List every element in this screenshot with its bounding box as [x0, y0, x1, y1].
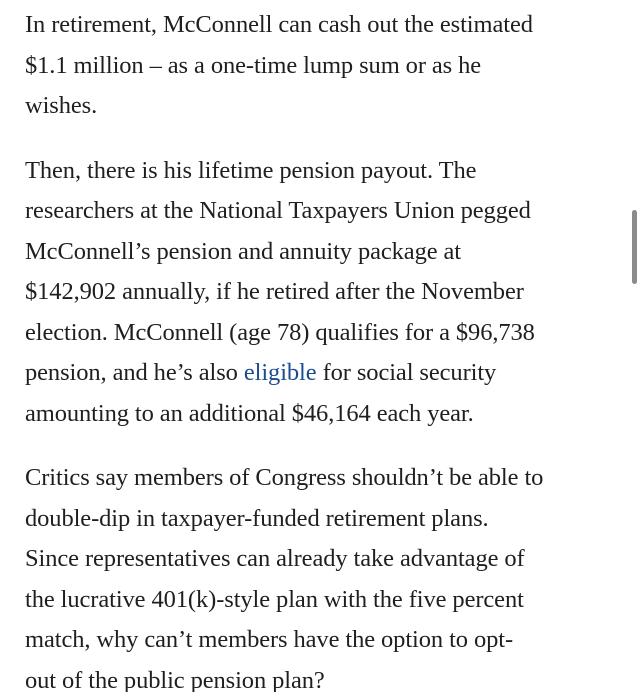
- paragraph-critics: [25, 458, 625, 692]
- line-text: $1.1 million – as a one-time lump sum or as he: [25, 51, 482, 79]
- text-line: [25, 661, 625, 692]
- line-text: match, why can’t members have the option to opt-: [25, 626, 514, 653]
- line-text: election. McConnell (age 78) qualifies for a $96,738: [25, 318, 535, 346]
- text-line: [25, 394, 625, 435]
- line-text: out of the public pension plan?: [25, 666, 325, 692]
- text-line: [25, 458, 625, 499]
- scrollbar-thumb[interactable]: [632, 210, 637, 284]
- text-line: [25, 539, 625, 580]
- line-text: for social security: [316, 359, 497, 386]
- text-line: [25, 46, 625, 87]
- line-text: pension, and he’s also: [25, 359, 244, 386]
- line-text: McConnell’s pension and annuity package at: [25, 237, 462, 265]
- line-text: Critics say members of Congress shouldn’t be able to: [25, 464, 544, 491]
- line-text: In retirement, McConnell can cash out the estimated: [25, 11, 533, 38]
- line-text: double-dip in taxpayer-funded retirement plans.: [25, 504, 489, 532]
- text-line: [25, 620, 625, 661]
- paragraph-retirement-cash-out: [25, 5, 625, 127]
- text-line: [25, 580, 625, 621]
- line-text: $142,902 annually, if he retired after the November: [25, 278, 524, 305]
- eligible-link[interactable]: eligible: [243, 359, 317, 386]
- line-text: researchers at the National Taxpayers Union pegged: [25, 197, 531, 224]
- article-body: [25, 5, 625, 692]
- paragraph-pension-payout: [25, 151, 625, 435]
- line-text: Since representatives can already take advantage of: [25, 545, 525, 572]
- text-line: [25, 86, 625, 127]
- line-text: Then, there is his lifetime pension payout. The: [25, 156, 477, 184]
- line-text: wishes.: [25, 92, 98, 119]
- text-line: [25, 313, 625, 354]
- text-line: [25, 353, 625, 394]
- text-line: [25, 272, 625, 313]
- text-line: [25, 232, 625, 273]
- text-line: [25, 191, 625, 232]
- text-line: [25, 151, 625, 192]
- text-line: [25, 499, 625, 540]
- line-text: amounting to an additional $46,164 each year.: [25, 399, 474, 427]
- line-text: the lucrative 401(k)-style plan with the five percent: [25, 585, 524, 613]
- text-line: [25, 5, 625, 46]
